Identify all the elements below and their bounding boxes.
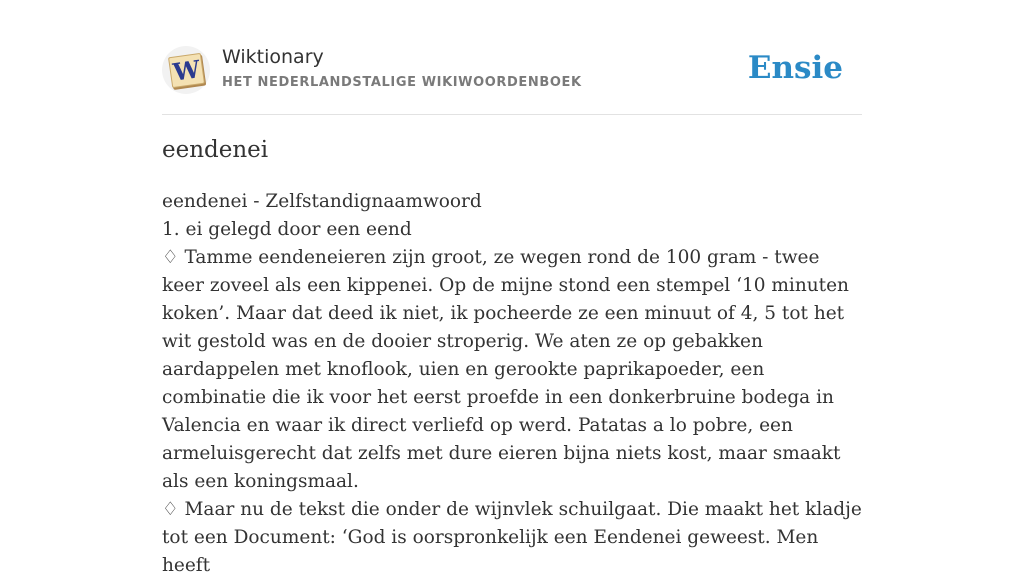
site-name[interactable]: Wiktionary [222,46,324,68]
logo-tile: W [168,53,205,88]
ensie-logo[interactable]: Ensie [747,50,843,86]
part-of-speech-line: eendenei - Zelfstandignaamwoord [162,191,482,212]
definition: 1. ei gelegd door een eend [162,219,412,240]
site-tagline: HET NEDERLANDSTALIGE WIKIWOORDENBOEK [222,75,582,90]
entry-content [162,188,864,580]
example-sentence: ♢ Maar nu de tekst die onder de wijnvlek schuilgaat. Die maakt het kladje tot een Document: ‘God is oorspronkelijk een Eendenei geweest. Men heeft [162,499,862,576]
example-sentence: ♢ Tamme eendeneieren zijn groot, ze wegen rond de 100 gram - twee keer zoveel als een kippenei. Op de mijne stond een stempel ‘10 minuten koken’. Maar dat deed ik niet, ik pocheerde ze een minuut of 4, 5 tot het wit gestold was en de dooier stroperig. We aten ze op gebakken aardappelen met knoflook, uien en gerookte paprikapoeder, een combinatie die ik voor het eerst proefde in een donkerbruine bodega in Valencia en waar ik direct verliefd op werd. Patatas a lo pobre, een armeluisgerecht dat zelfs met dure eieren bijna niets kost, maar smaakt als een koningsmaal. [162,247,849,492]
site-header [162,44,862,115]
page-title: eendenei [162,137,269,163]
wiktionary-logo-icon[interactable] [162,46,210,94]
